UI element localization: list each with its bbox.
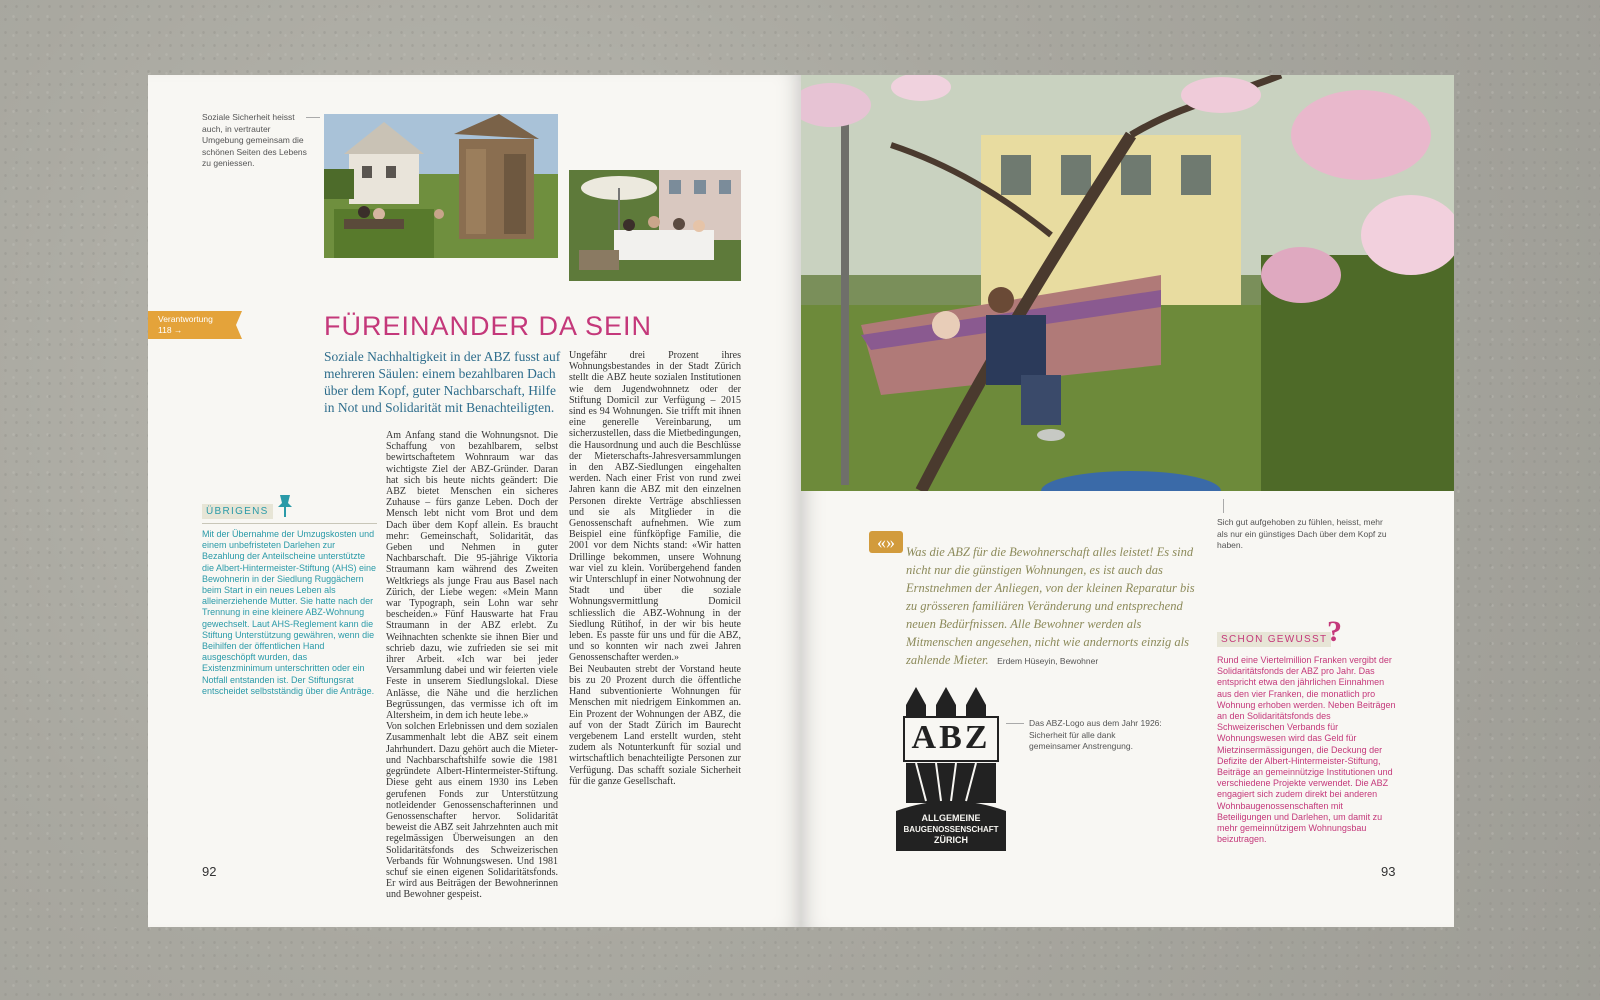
photo-garden-table <box>569 170 741 281</box>
sidebar-schon-gewusst <box>1217 615 1397 845</box>
body-column-1: Am Anfang stand die Wohnungsnot. Die Schaffung von bezahlbarem, selbst bewirtschaftetem Wohnraum war das wichtigste Ziel der ABZ-Gründer. Daran hat sich bis heute nichts geändert: Die ABZ bietet Menschen ein sicheres Zuhause – fürs ganze Leben. Doch der Mensch lebt nicht vom Brot und dem Dach über dem Kopf allein. Es braucht mehr: Gemeinschaft, Solidarität, das Geben und Nehmen in guter Nachbarschaft. Die 95-jährige Viktoria Straumann kam während des Zweiten Weltkriegs als junge Frau aus Basel nach Zürich, der Liebe wegen: «Mein Mann war Typograph, sein Lohn war sehr bescheiden.» Fünf Hauswarte hat Frau Straumann in der ABZ erlebt. Zu Weihnachten schenkte sie ihnen Bier und schrieb dazu, wie zufrieden sie sei mit ihrer Arbeit. «Ich war bei jeder Versammlung dabei und wir feierten viele Feste in unserem Siedlungslokal. Diese Anlässe, die Nähe und die herzlichen Begrüssungen, das vermisse ich oft im Altersheim, in dem ich heute lebe.» Von solchen Erlebnissen und dem sozialen Zusammenhalt lebt die ABZ seit einem Jahrhundert. Dazu gehört auch die Mieter- und Nachbarschaftshilfe sowie die 1981 gegründete Albert-Hintermeister-Stiftung. Diese geht aus einem 1930 ins Leben gerufenen Fonds zur Unterstützung notleidender Genossenschafterinnen und Genossenschafter hervor. Solidarität beweist die ABZ seit Jahrzehnten auch mit regelmässigen Überweisungen an den Solidaritätsfonds des Schweizerischen Verbands für Wohnungswesen. Und 1981 schuf sie einen eigenen Solidaritätsfonds. Er wird aus Beiträgen der Bewohnerinnen und Bewohner gespeist. <box>386 430 558 901</box>
caption-rule <box>306 117 320 118</box>
logo-letters: ABZ <box>911 719 991 756</box>
sidebar-uebrigens <box>202 501 377 697</box>
sidebar-text-schon-gewusst: Rund eine Viertelmillion Franken vergibt der Solidaritätsfonds der ABZ pro Jahr. Das entspricht etwa den jährlichen Einnahmen aus den vier Franken, die monatlich pro Wohnung erhoben werden. Neben Beiträgen an den Solidaritätsfonds des Schweizerischen Verbands für Wohnungswesen wird das Geld für Mietzinsermässigungen, die Deckung der Defizite der Albert-Hintermeister-Stiftung, Beiträge an gemeinnützige Institutionen und verschiedene Projekte verwendet. Die ABZ engagiert sich zudem direkt bei anderen Wohnbaugenossenschaften mit Beteiligungen und Darlehen, um damit zu mehr gemeinnützigem Wohnungsbau beizutragen. <box>1217 655 1396 845</box>
left-page <box>148 75 801 927</box>
sidebar-heading-schon-gewusst: SCHON GEWUSST <box>1217 632 1331 647</box>
tag-line2: 118 → <box>158 325 183 335</box>
logo-line3: ZÜRICH <box>934 835 968 845</box>
pushpin-icon <box>276 493 294 519</box>
logo-caption-rule <box>1006 723 1024 724</box>
photo-playground <box>324 114 558 258</box>
quote-block <box>906 543 1206 669</box>
page-number-right: 93 <box>1381 864 1396 879</box>
photo-caption-top: Soziale Sicherheit heisst auch, in vertrauter Umgebung gemeinsam die schönen Seiten des Lebens zu geniessen. <box>202 112 307 168</box>
sidebar-text-uebrigens: Mit der Übernahme der Umzugskosten und einem unbefristeten Darlehen zur Bezahlung der Anteilscheine unterstützte die Albert-Hintermeister-Stiftung (AHS) eine Bewohnerin in der Siedlung Ruggächern beim Start in ein neues Leben als alleinerziehende Mutter. Sie hatte nach der Trennung in eine kleinere ABZ-Wohnung gewechselt. Laut AHS-Reglement kann die Stiftung Unterstützung gewähren, wenn die Beihilfen der öffentlichen Hand ausgeschöpft wurden, das Existenzminimum unterschritten oder ein Notfall entstanden ist. Der Stiftungsrat entscheidet selbstständig über die Anträge. <box>202 529 377 696</box>
photo-hammock-magnolia <box>801 75 1454 491</box>
page-number-left: 92 <box>202 864 217 879</box>
logo-caption: Das ABZ-Logo aus dem Jahr 1926: Sicherheit für alle dank gemeinsamer Anstrengung. <box>1029 718 1162 751</box>
logo-text <box>896 813 1006 846</box>
abz-logo <box>896 683 1006 853</box>
sidebar-heading-uebrigens: ÜBRIGENS <box>202 504 273 519</box>
tag-line1: Verantwortung <box>158 314 213 324</box>
magazine-spread <box>148 75 1454 927</box>
section-tag-verantwortung[interactable] <box>148 311 230 339</box>
article-title: FÜREINANDER DA SEIN <box>324 311 653 341</box>
logo-line2: BAUGENOSSENSCHAFT <box>903 825 999 834</box>
body-column-2: Ungefähr drei Prozent ihres Wohnungsbestandes in der Stadt Zürich stellt die ABZ heute sozialen Institutionen wie dem Jugendwohnnetz oder der Stiftung Domicil zur Verfügung – 2015 sind es 94 Wohnungen. Sie trifft mit ihnen eine generelle Vereinbarung, um sicherzustellen, dass die Mietbedingungen, die Hausordnung und auch die Beschlüsse der Mieterschafts-Jahresversammlungen in den ABZ-Siedlungen eingehalten werden. Nach einer Frist von rund zwei Jahren kann die ABZ mit den einzelnen Personen direkte Verträge abschliessen und sie als Mitglieder in die Genossenschaft aufnehmen. Wie zum Beispiel eine fünfköpfige Familie, die 2001 vor dem Nichts stand: «Wir hatten Drillinge bekommen, unsere Wohnung war viel zu klein. Vorübergehend fanden wir Unterschlupf in einer Notwohnung der Stadt und über die soziale Wohnungsvermittlung Domicil schliesslich die ABZ-Wohnung in der Siedlung Rütihof, in der wir bis heute leben. Es passte für uns und für die ABZ, und so konnten wir nach zwei Jahren Genossenschafter werden.» Bei Neubauten strebt der Vorstand heute bis zu 20 Prozent durch die öffentliche Hand subventionierte Wohnungen für Menschen mit niedrigem Einkommen an. Ein Prozent der Wohnungen der ABZ, die auf von der Stadt Zürich im Baurecht vergebenem Land erstellt wurden, steht zudem als Notunterkunft für sozial und wirtschaftlich benachteiligte Personen zur Verfügung. Das schafft soziale Sicherheit für die ganze Gesellschaft. <box>569 350 741 787</box>
right-page <box>801 75 1454 927</box>
quote-text: Was die ABZ für die Bewohnerschaft alles leistet! Es sind nicht nur die günstigen Wohnungen, es ist auch das Ernstnehmen der Anliegen, von der kleinen Reparatur bis zu grösseren familiären Veränderung und entsprechend neuen Bedürfnissen. Alle Bewohner werden als Mitmenschen angesehen, nicht wie andernorts einzig als zahlende Mieter. <box>906 545 1195 667</box>
question-mark-icon: ? <box>1327 615 1342 648</box>
photo-caption-rule <box>1223 499 1224 513</box>
tag-notch <box>230 311 242 339</box>
quote-author: Erdem Hüseyin, Bewohner <box>997 656 1099 666</box>
logo-line1: ALLGEMEINE <box>921 813 981 823</box>
photo-caption-right: Sich gut aufgehoben zu fühlen, heisst, mehr als nur ein günstiges Dach über dem Kopf zu haben. <box>1217 517 1387 550</box>
quote-mark-icon: «» <box>869 531 903 553</box>
article-lead: Soziale Nachhaltigkeit in der ABZ fusst auf mehreren Säulen: einem bezahlbaren Dach über dem Kopf, guter Nachbarschaft, Hilfe in Not und Solidarität mit Benachteiligten. <box>324 349 561 415</box>
